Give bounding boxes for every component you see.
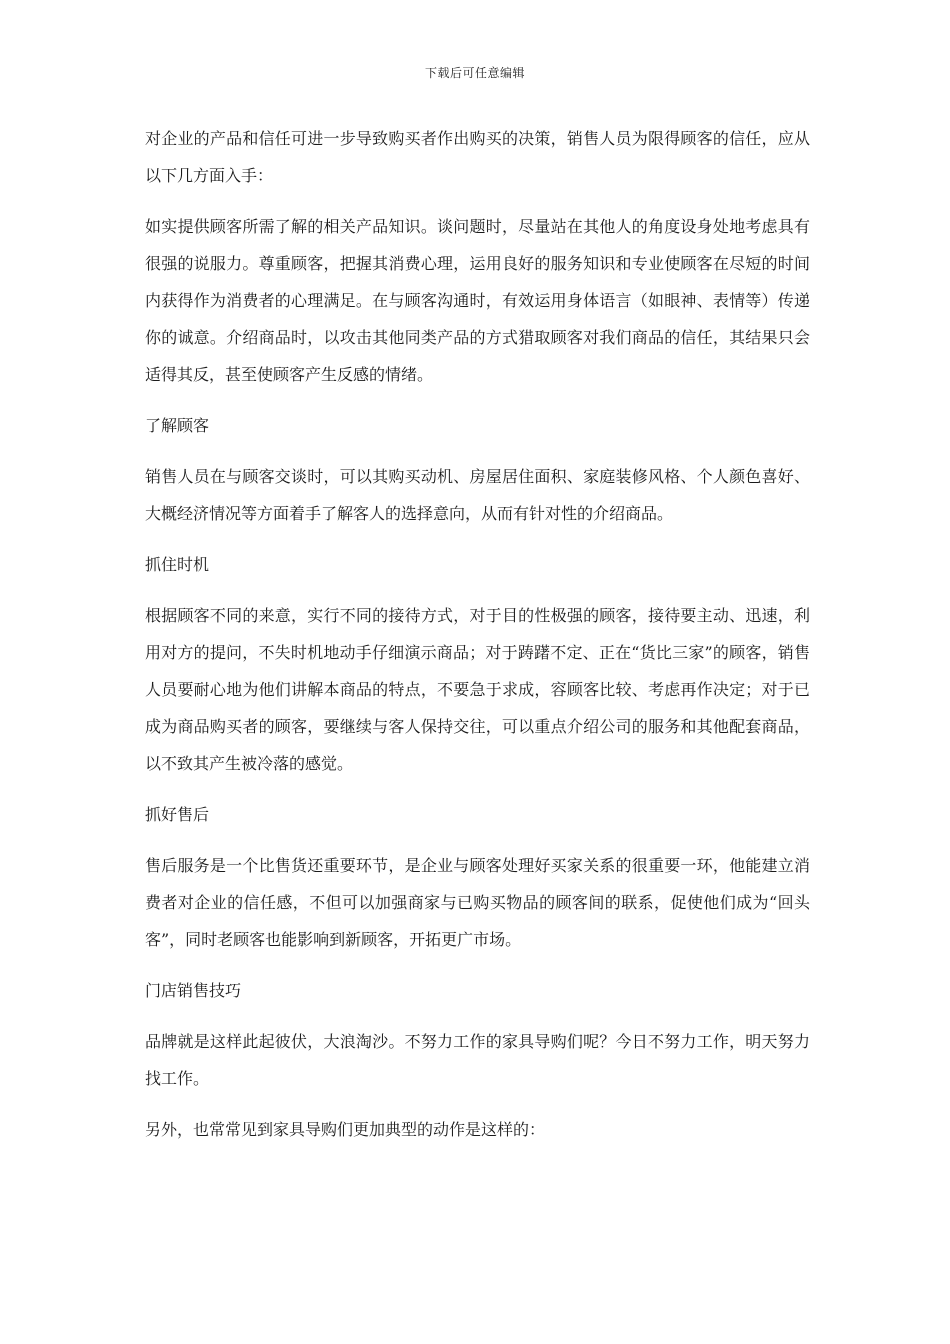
section-heading-after-sales: 抓好售后 [145, 805, 210, 824]
section-heading-store-sales-skills: 门店销售技巧 [145, 981, 242, 1000]
paragraph-after-sales: 售后服务是一个比售货还重要环节，是企业与顾客处理好买家关系的很重要一环，他能建立消费者对企业的信任感，不但可以加强商家与已购买物品的顾客间的联系，促使他们成为“回头客”，同时老顾客也能影响到新顾客，开拓更广市场。 [145, 856, 810, 949]
paragraph-seize-opportunity: 根据顾客不同的来意，实行不同的接待方式，对于目的性极强的顾客，接待要主动、迅速，利用对方的提问，不失时机地动手仔细演示商品；对于踌躇不定、正在“货比三家”的顾客，销售人员要耐心地为他们讲解本商品的特点，不要急于求成，容顾客比较、考虑再作决定；对于已成为商品购买者的顾客，要继续与客人保持交往，可以重点介绍公司的服务和其他配套商品，以不致其产生被冷落的感觉。 [145, 606, 810, 773]
paragraph-understand-customer: 销售人员在与顾客交谈时，可以其购买动机、房屋居住面积、家庭装修风格、个人颜色喜好、大概经济情况等方面着手了解客人的选择意向，从而有针对性的介绍商品。 [145, 467, 810, 523]
paragraph-intro: 对企业的产品和信任可进一步导致购买者作出购买的决策，销售人员为限得顾客的信任，应从以下几方面入手： [145, 129, 810, 185]
paragraph-brands: 品牌就是这样此起彼伏，大浪淘沙。不努力工作的家具导购们呢？今日不努力工作，明天努力找工作。 [145, 1032, 810, 1088]
page-header: 下载后可任意编辑 [424, 66, 525, 80]
section-heading-understand-customer: 了解顾客 [145, 416, 210, 435]
document-body [145, 120, 810, 1162]
paragraph-typical-actions: 另外，也常常见到家具导购们更加典型的动作是这样的： [145, 1120, 546, 1139]
section-heading-seize-opportunity: 抓住时机 [145, 555, 210, 574]
paragraph-product-knowledge: 如实提供顾客所需了解的相关产品知识。谈问题时，尽量站在其他人的角度设身处地考虑具有很强的说服力。尊重顾客，把握其消费心理，运用良好的服务知识和专业使顾客在尽短的时间内获得作为消费者的心理满足。在与顾客沟通时，有效运用身体语言（如眼神、表情等）传递你的诚意。介绍商品时，以攻击其他同类产品的方式猎取顾客对我们商品的信任，其结果只会适得其反，甚至使顾客产生反感的情绪。 [145, 217, 810, 384]
